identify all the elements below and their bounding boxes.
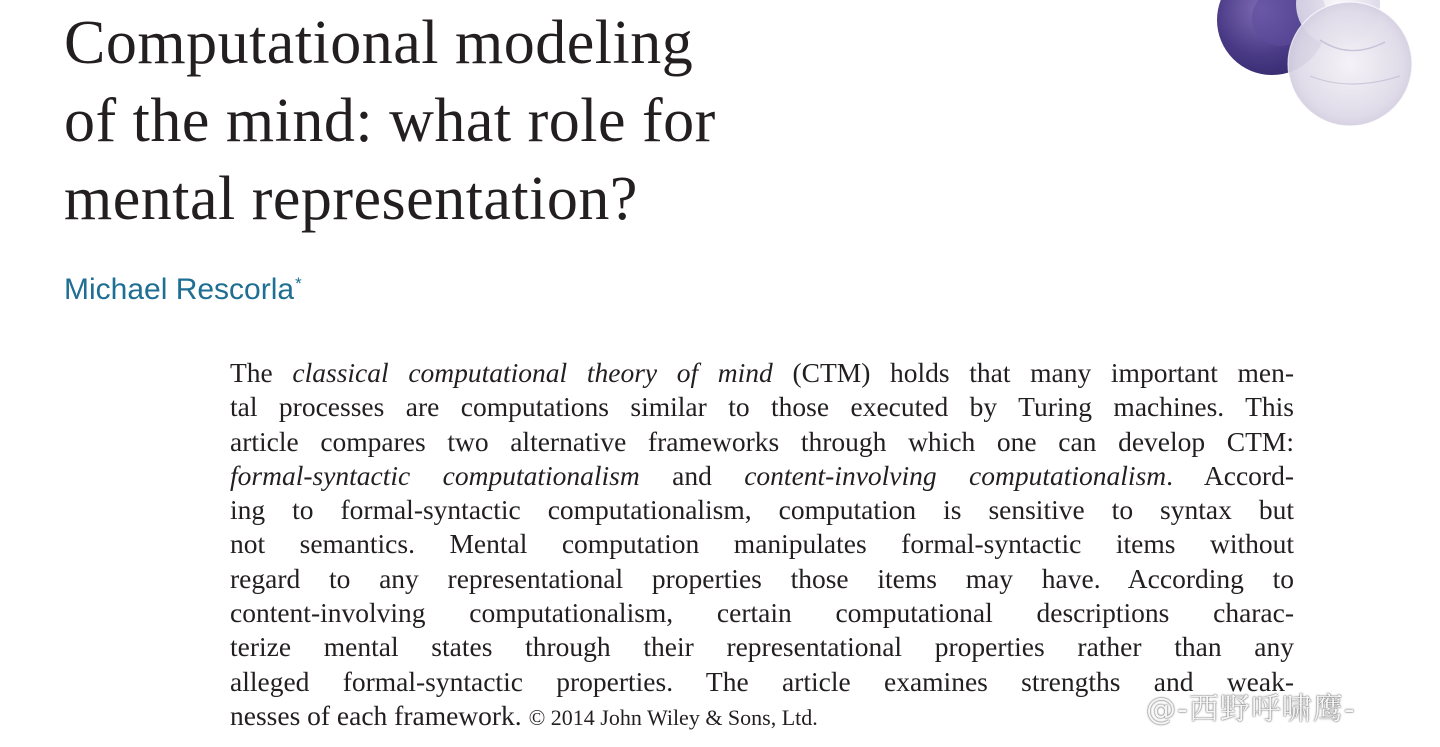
abstract-line-5: ing to formal-syntactic computationalism, computation is sensitive to syntax but xyxy=(230,494,1294,526)
weibo-watermark: @-西野呼啸鹰- xyxy=(1146,692,1356,727)
author-line xyxy=(64,264,302,310)
article-title xyxy=(64,4,1024,238)
abstract-line-8: content-involving computationalism, certain computational descriptions charac- xyxy=(230,597,1294,629)
title-line-2: of the mind: what role for xyxy=(64,87,716,155)
abstract-line-11 xyxy=(230,699,1294,733)
abstract-line-2: tal processes are computations similar to those executed by Turing machines. This xyxy=(230,391,1294,423)
abstract-text: (CTM) holds that many important men- xyxy=(772,357,1295,388)
abstract-text: and xyxy=(639,459,745,491)
abstract-term: content-involving computationalism xyxy=(744,459,1167,491)
abstract-line-9: terize mental states through their representational properties rather than any xyxy=(230,631,1294,663)
abstract-line-4 xyxy=(230,459,1294,493)
title-line-1: Computational modeling xyxy=(64,9,694,77)
abstract-line-6: not semantics. Mental computation manipulates formal-syntactic items without xyxy=(230,528,1294,560)
abstract-text: The xyxy=(230,357,293,388)
abstract-term: formal-syntactic computationalism xyxy=(230,459,640,491)
abstract-text: nesses of each framework. xyxy=(230,699,522,731)
abstract-text: . Accord- xyxy=(1166,459,1294,491)
decorative-circles-image xyxy=(1210,0,1440,130)
abstract-line-10: alleged formal-syntactic properties. The article examines strengths and weak- xyxy=(230,665,1294,697)
abstract-line-7: regard to any representational properties those items may have. According to xyxy=(230,562,1294,594)
author-footnote-marker: * xyxy=(295,274,302,293)
copyright-notice: © 2014 John Wiley & Sons, Ltd. xyxy=(528,704,818,730)
abstract-line-1 xyxy=(230,356,1294,390)
abstract-term: classical computational theory of mind xyxy=(292,357,773,388)
abstract-line-3: article compares two alternative frameworks through which one can develop CTM: xyxy=(230,425,1294,457)
abstract xyxy=(230,356,1294,733)
title-line-3: mental representation? xyxy=(64,165,638,233)
author-name: Michael Rescorla xyxy=(64,273,295,306)
